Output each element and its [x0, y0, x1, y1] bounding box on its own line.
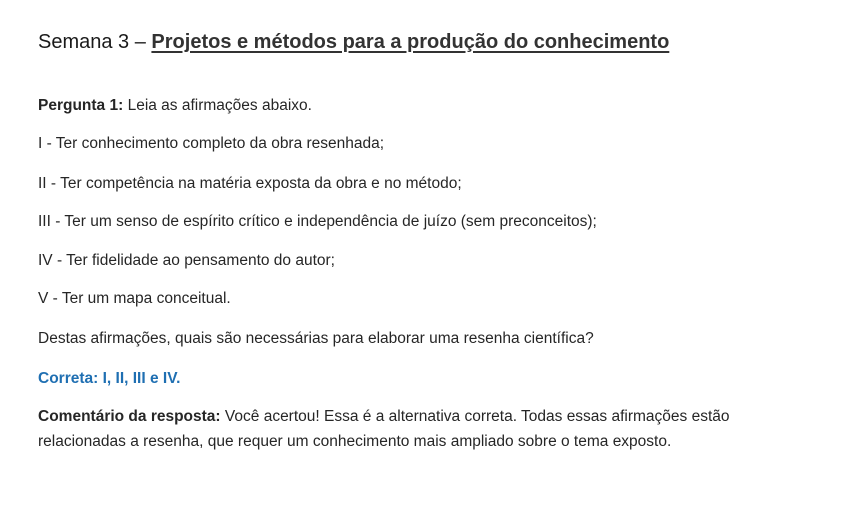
week-topic: Projetos e métodos para a produção do conhecimento: [151, 31, 670, 53]
statement-2: II - Ter competência na matéria exposta da obra e no método;: [38, 175, 462, 192]
question-heading: [38, 94, 312, 118]
question-ask: Destas afirmações, quais são necessárias para elaborar uma resenha científica?: [38, 330, 594, 347]
page-title: [38, 28, 669, 56]
week-label: Semana 3 –: [38, 31, 152, 53]
answer-comment: [38, 404, 750, 454]
question-label: Pergunta 1:: [38, 97, 124, 114]
statement-3: III - Ter um senso de espírito crítico e independência de juízo (sem preconceitos);: [38, 213, 597, 230]
comment-label: Comentário da resposta:: [38, 408, 221, 425]
statement-5: V - Ter um mapa conceitual.: [38, 290, 231, 307]
statement-4: IV - Ter fidelidade ao pensamento do autor;: [38, 252, 335, 269]
correct-answer: Correta: I, II, III e IV.: [38, 370, 181, 387]
statement-1: I - Ter conhecimento completo da obra resenhada;: [38, 135, 385, 152]
question-prompt: Leia as afirmações abaixo.: [123, 97, 312, 114]
comment-text: Você acertou! Essa é a alternativa correta. Todas essas afirmações estão relacionadas a resenha, que requer um conhecimento mais ampliado sobre o tema exposto.: [38, 408, 730, 450]
